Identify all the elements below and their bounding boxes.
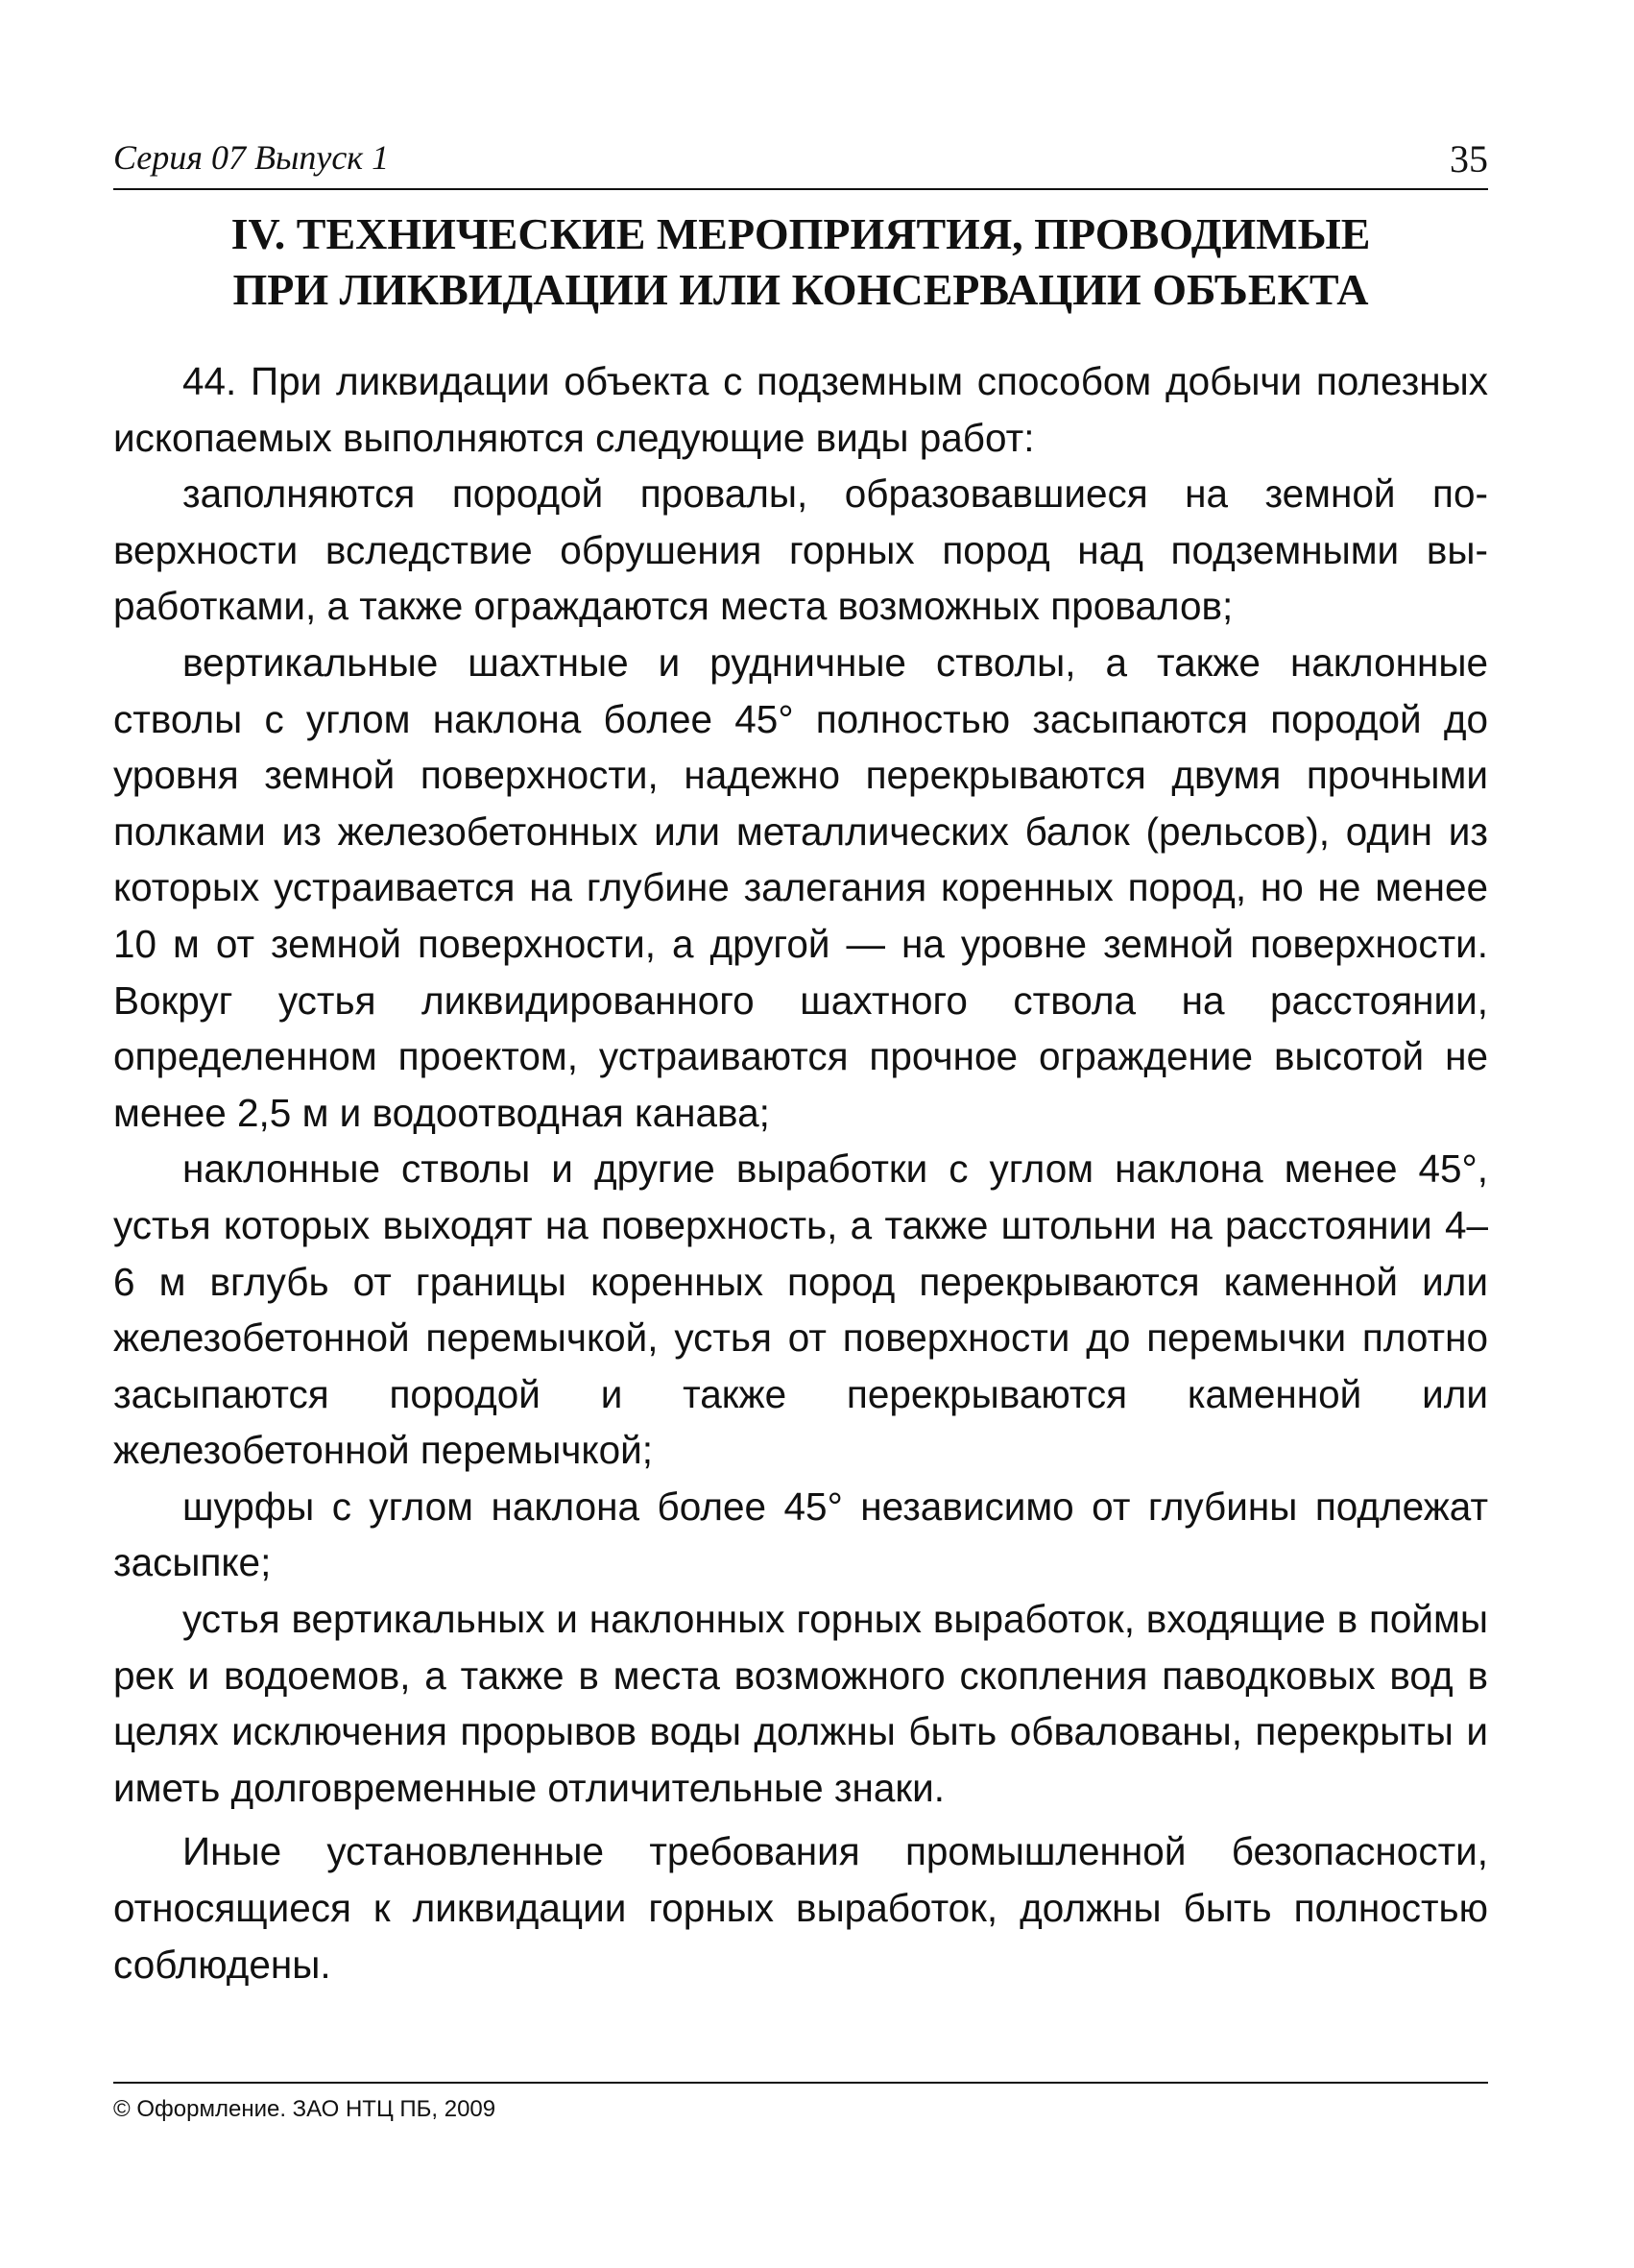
paragraph-pits: шурфы с углом наклона более 45° независимо от глубины подлежат засыпке; (113, 1484, 1488, 1585)
paragraph-44-intro: 44. При ликвидации объекта с подземным способом добычи полезных ископаемых выполняются следующие виды работ: (113, 359, 1488, 460)
running-header (113, 134, 1488, 190)
page-number: 35 (1450, 137, 1488, 181)
paragraph-floodplain-mouths: устья вертикальных и наклонных горных выработок, входящие в поймы рек и водоемов, а также в места возможного скопления паводковых вод в целях исключения прорывов воды должны быть обвалованы, перекрыты и иметь долговременные отличительные знаки. (113, 1597, 1488, 1810)
paragraph-vertical-shafts: вертикальные шахтные и рудничные стволы, а также наклонные стволы с углом наклона более 45° полностью засыпаются породой до уровня земной поверхности, надежно перекрываются двумя прочными полками из железобетонных или металлических балок (рельсов), один из которых устраивается на глубине залегания коренных пород, но не менее 10 м от земной поверхности, а другой — на уровне земной поверхности. Вокруг устья ликвидированного шахтного ствола на расстоянии, определенном проектом, устраиваются прочное ограждение высотой не менее 2,5 м и водоотводная канава; (113, 639, 1488, 1135)
paragraph-other-requirements: Иные установленные требования промышленной безопасности, относящиеся к ликвидации горных выработок, должны быть полностью соблюдены. (113, 1829, 1488, 1987)
footer-copyright: © Оформление. ЗАО НТЦ ПБ, 2009 (113, 2082, 1488, 2124)
chapter-title (113, 206, 1488, 318)
body-text (113, 353, 1488, 1992)
paragraph-sinkholes: заполняются породой провалы, образовавшиеся на земной поверхности вследствие обрушения горных пород над подземными выработками, а также ограждаются места возможных провалов; (113, 471, 1488, 629)
chapter-title-line-2: ПРИ ЛИКВИДАЦИИ ИЛИ КОНСЕРВАЦИИ ОБЪЕКТА (232, 265, 1369, 314)
series-label: Серия 07 Выпуск 1 (113, 138, 390, 177)
paragraph-inclined-shafts: наклонные стволы и другие выработки с углом наклона менее 45°, устья которых выходят на поверхность, а также штольни на расстоянии 4–6 м вглубь от границы коренных пород перекрываются каменной или железобетонной перемычкой, устья от поверхности до перемычки плотно засыпаются породой и также перекрываются каменной или железобетонной перемычкой; (113, 1146, 1488, 1473)
chapter-title-line-1: IV. ТЕХНИЧЕСКИЕ МЕРОПРИЯТИЯ, ПРОВОДИМЫЕ (230, 209, 1371, 258)
